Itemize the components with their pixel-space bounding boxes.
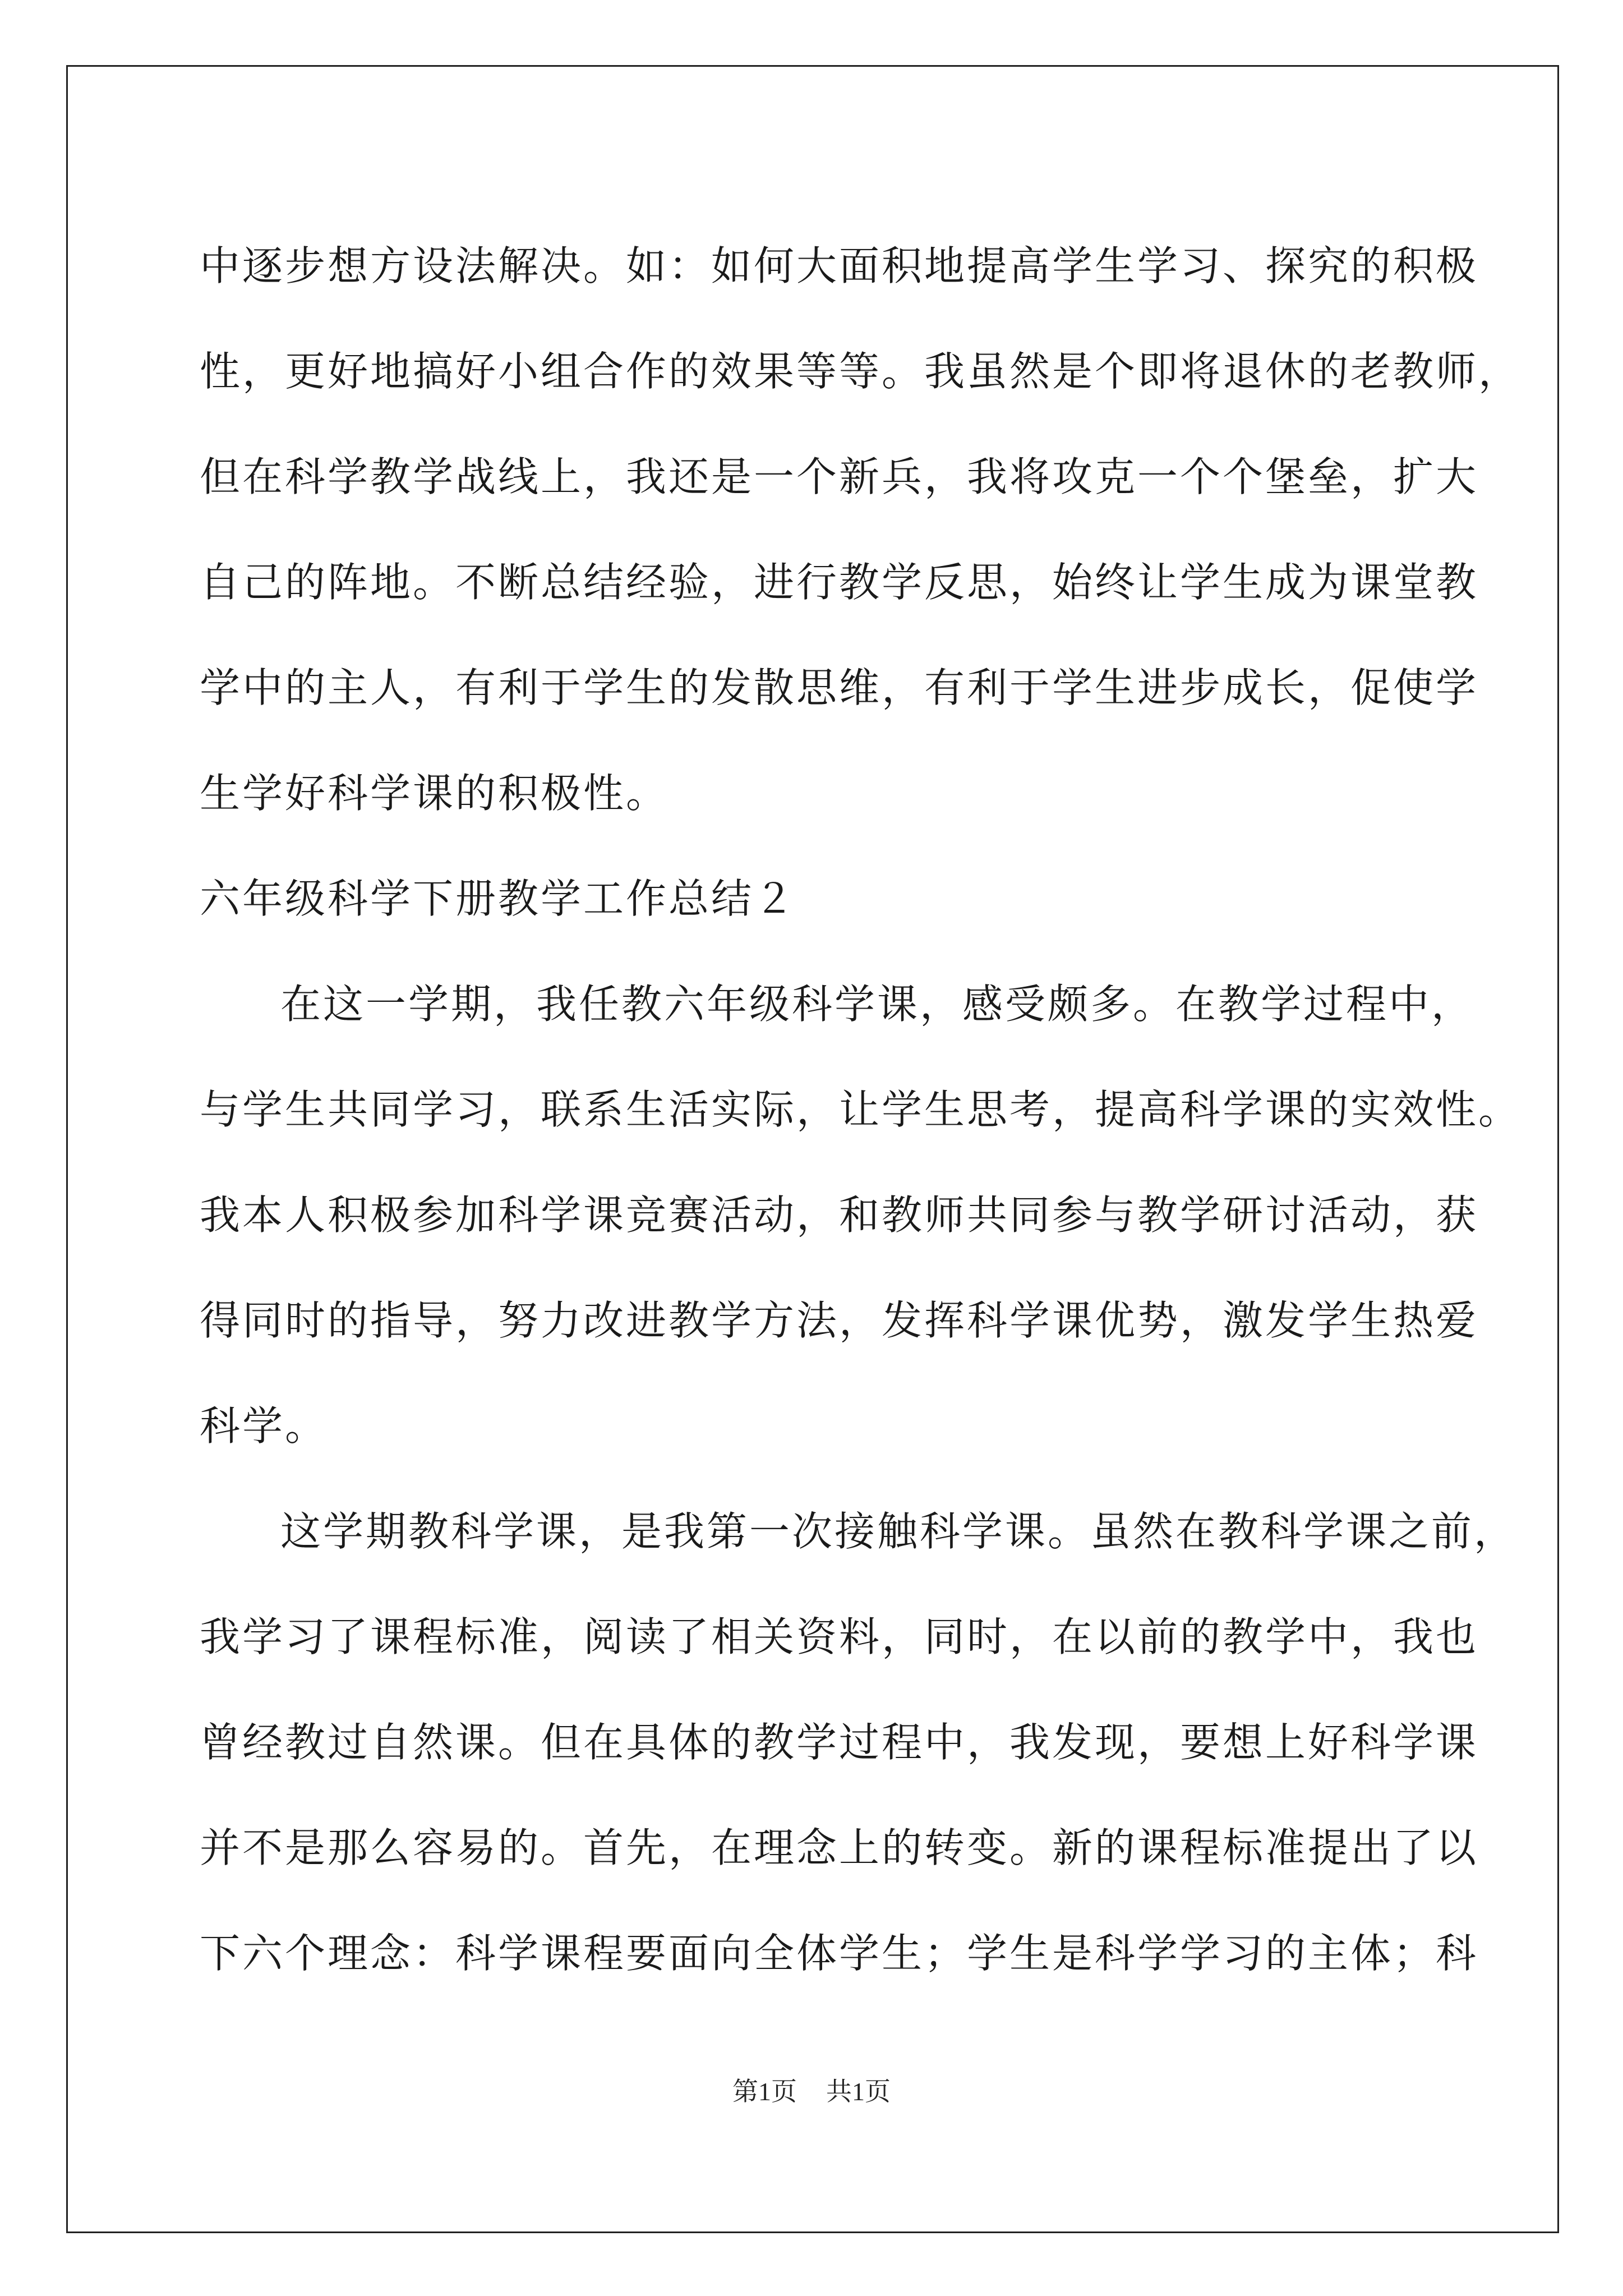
- page-footer: [0, 2071, 1623, 2108]
- text-line: 自己的阵地。不断总结经验，进行教学反思，始终让学生成为课堂教: [200, 559, 1479, 606]
- page-total: 共1页: [826, 2077, 891, 2106]
- text-line: 曾经教过自然课。但在具体的教学过程中，我发现，要想上好科学课: [200, 1719, 1479, 1766]
- text-line: 科学。: [200, 1402, 328, 1450]
- text-line: 我本人积极参加科学课竞赛活动，和教师共同参与教学研讨活动，获: [200, 1191, 1479, 1239]
- text-line: 性，更好地搞好小组合作的效果等等。我虽然是个即将退休的老教师，: [200, 348, 1521, 395]
- text-line: 下六个理念：科学课程要面向全体学生；学生是科学学习的主体；科: [200, 1930, 1479, 1977]
- text-line: 生学好科学课的积极性。: [200, 770, 669, 817]
- text-line: 这学期教科学课，是我第一次接触科学课。虽然在教科学课之前，: [280, 1508, 1517, 1555]
- text-line: 我学习了课程标准，阅读了相关资料，同时，在以前的教学中，我也: [200, 1613, 1479, 1660]
- text-line: 与学生共同学习，联系生活实际，让学生思考，提高科学课的实效性。: [200, 1086, 1521, 1133]
- page-number: 第1页: [732, 2077, 797, 2106]
- text-line: 在这一学期，我任教六年级科学课，感受颇多。在教学过程中，: [280, 981, 1474, 1028]
- text-line: 并不是那么容易的。首先，在理念上的转变。新的课程标准提出了以: [200, 1824, 1479, 1871]
- section-heading: 六年级科学下册教学工作总结２: [200, 875, 797, 922]
- text-line: 中逐步想方设法解决。如：如何大面积地提高学生学习、探究的积极: [200, 242, 1479, 289]
- document-body: [200, 213, 1521, 2006]
- text-line: 得同时的指导，努力改进教学方法，发挥科学课优势，激发学生热爱: [200, 1297, 1479, 1344]
- text-line: 学中的主人，有利于学生的发散思维，有利于学生进步成长，促使学: [200, 664, 1479, 711]
- text-line: 但在科学教学战线上，我还是一个新兵，我将攻克一个个堡垒，扩大: [200, 453, 1479, 500]
